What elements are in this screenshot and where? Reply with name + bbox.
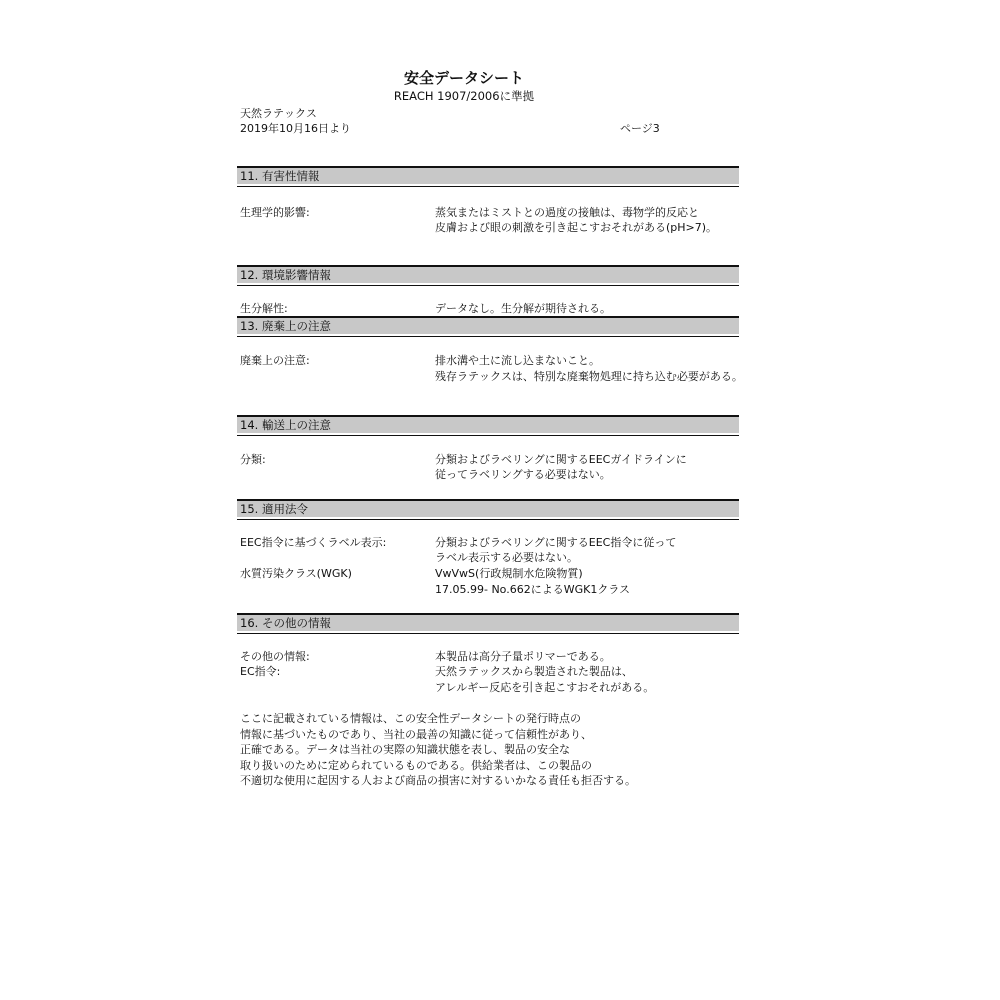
- field-label: 水質汚染クラス(WGK): [240, 567, 352, 580]
- section-title: 15. 適用法令: [240, 502, 308, 516]
- section-title: 16. その他の情報: [240, 616, 331, 630]
- document-title: 安全データシート: [403, 69, 524, 87]
- section-divider: [237, 633, 739, 634]
- field-value: 従ってラベリングする必要はない。: [435, 468, 611, 481]
- section-header-disposal: [237, 316, 739, 334]
- field-label: 生分解性:: [240, 302, 288, 315]
- disclaimer-line: 不適切な使用に起因する人および商品の損害に対するいかなる責任も拒否する。: [240, 774, 636, 787]
- document-subtitle: REACH 1907/2006に準拠: [393, 89, 535, 103]
- section-title: 12. 環境影響情報: [240, 268, 331, 282]
- field-value: 本製品は高分子量ポリマーである。: [435, 650, 611, 663]
- field-label: その他の情報:: [240, 650, 310, 663]
- field-value: アレルギー反応を引き起こすおそれがある。: [435, 681, 655, 694]
- section-header-toxicology: [237, 166, 739, 184]
- section-header-other-info: [237, 613, 739, 631]
- section-header-ecology: [237, 265, 739, 283]
- field-value: 分類およびラベリングに関するEEC指令に従って: [435, 536, 677, 549]
- revision-date: 2019年10月16日より: [240, 122, 351, 135]
- field-value: 天然ラテックスから製造された製品は、: [435, 665, 633, 678]
- field-label: 分類:: [240, 453, 266, 466]
- section-divider: [237, 336, 739, 337]
- section-divider: [237, 435, 739, 436]
- product-name: 天然ラテックス: [240, 107, 317, 120]
- field-value: 皮膚および眼の刺激を引き起こすおそれがある(pH>7)。: [435, 221, 718, 234]
- field-label: 廃棄上の注意:: [240, 354, 310, 367]
- disclaimer-line: 情報に基づいたものであり、当社の最善の知識に従って信頼性があり、: [240, 728, 592, 741]
- disclaimer-line: 取り扱いのために定められているものである。供給業者は、この製品の: [240, 759, 592, 772]
- field-value: 排水溝や土に流し込まないこと。: [435, 354, 600, 367]
- disclaimer-line: ここに記載されている情報は、この安全性データシートの発行時点の: [240, 712, 581, 725]
- field-value: 17.05.99- No.662によるWGK1クラス: [435, 583, 630, 596]
- field-value: VwVwS(行政規制水危険物質): [435, 567, 583, 580]
- field-value: ラベル表示する必要はない。: [435, 551, 578, 564]
- page-number: ページ3: [620, 122, 660, 135]
- section-title: 14. 輸送上の注意: [240, 418, 331, 432]
- field-value: 蒸気またはミストとの過度の接触は、毒物学的反応と: [435, 206, 699, 219]
- field-value: データなし。生分解が期待される。: [435, 302, 611, 315]
- field-value: 分類およびラベリングに関するEECガイドラインに: [435, 453, 687, 466]
- field-label: 生理学的影響:: [240, 206, 310, 219]
- field-value: 残存ラテックスは、特別な廃棄物処理に持ち込む必要がある。: [435, 370, 743, 383]
- section-divider: [237, 186, 739, 187]
- section-header-transport: [237, 415, 739, 433]
- disclaimer-line: 正確である。データは当社の実際の知識状態を表し、製品の安全な: [240, 743, 570, 756]
- field-label: EC指令:: [240, 665, 281, 678]
- section-title: 13. 廃棄上の注意: [240, 319, 331, 333]
- section-title: 11. 有害性情報: [240, 169, 320, 183]
- section-divider: [237, 519, 739, 520]
- section-divider: [237, 285, 739, 286]
- section-header-regulatory: [237, 499, 739, 517]
- field-label: EEC指令に基づくラベル表示:: [240, 536, 387, 549]
